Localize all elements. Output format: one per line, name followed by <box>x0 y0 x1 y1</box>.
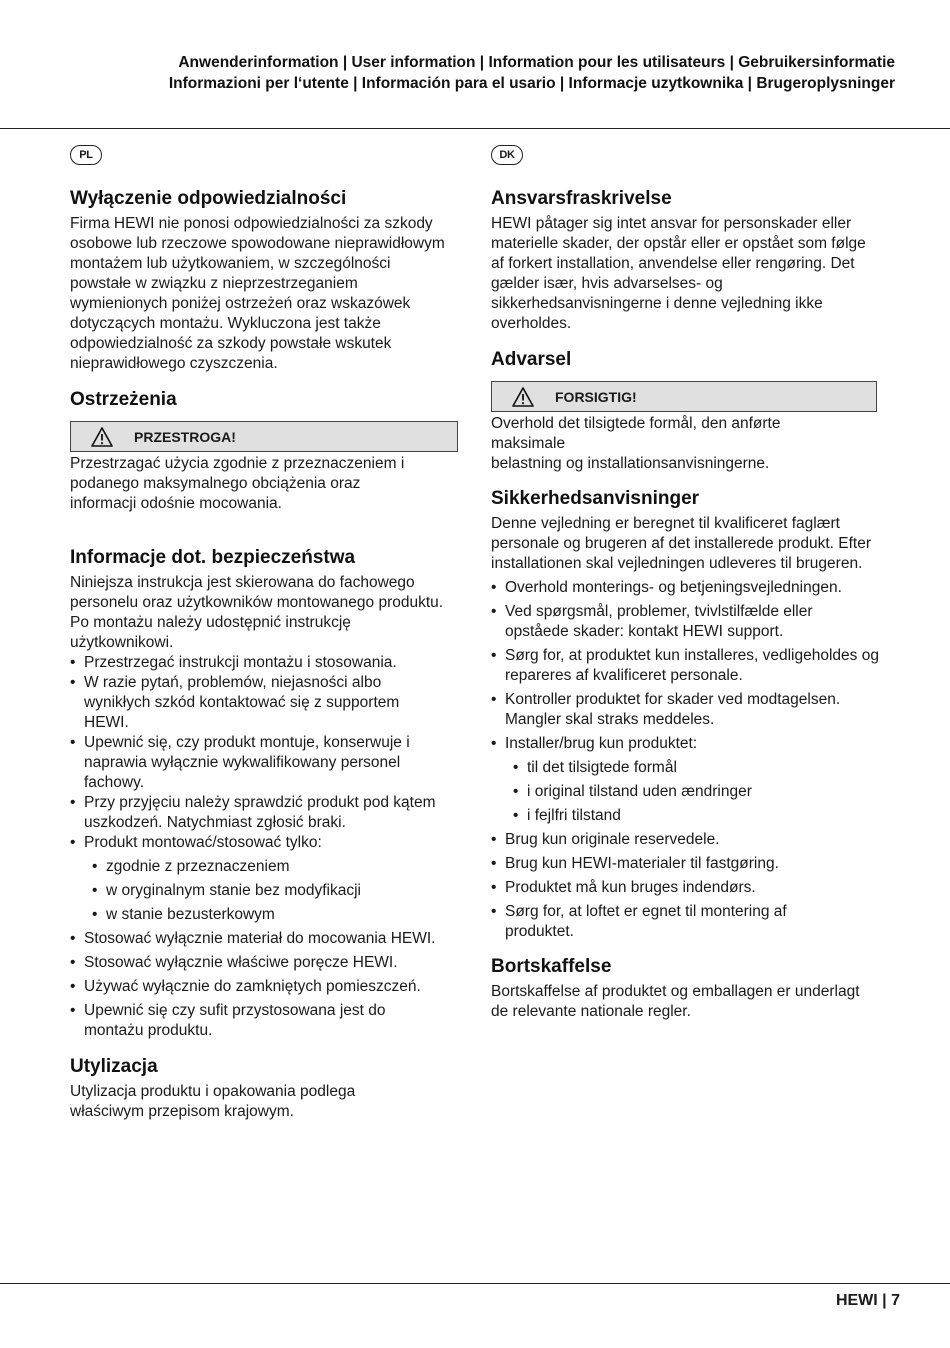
list-item: • Produktet må kun bruges indendørs. <box>491 878 881 898</box>
sub-list-item: • zgodnie z przeznaczeniem <box>70 857 458 877</box>
disposal-title-dk: Bortskaffelse <box>491 956 612 977</box>
caution-label-dk: FORSIGTIG! <box>555 388 637 405</box>
disclaimer-text-pl: Firma HEWI nie ponosi odpowiedzialności za szkody osobowe lub rzeczowe spowodowane nieprawidłowym montażem lub użytkowaniem, w szczególności powstałe w związku z nieprzestrzeganiem wymienionych poniżej ostrzeżeń oraz wskazówek dotyczących montażu. Wykluczona jest także odpowiedzialność za szkody powstałe wskutek nieprawidłowego czyszczenia. <box>70 215 445 372</box>
caution-text-dk <box>491 414 881 474</box>
list-item: • W razie pytań, problemów, niejasności albo wynikłych szkód kontaktować się z supportem HEWI. <box>70 673 458 733</box>
header-line-2: Informazioni per l‘utente | Información para el usario | Informacje uzytkownika | Brugeroplysninger <box>168 75 895 92</box>
list-item: • Stosować wyłącznie materiał do mocowania HEWI. <box>70 929 458 949</box>
warning-triangle-icon <box>91 427 113 447</box>
caution-label-pl: PRZESTROGA! <box>134 428 236 445</box>
warning-triangle-icon <box>512 387 534 407</box>
disposal-text-dk: Bortskaffelse af produktet og emballagen er underlagt de relevante nationale regler. <box>491 983 860 1020</box>
list-item: • Sørg for, at loftet er egnet til montering af produktet. <box>491 902 881 942</box>
safety-list-pl <box>70 653 458 1041</box>
column-dk <box>491 145 881 1022</box>
list-item: • Brug kun HEWI-materialer til fastgøring. <box>491 854 881 874</box>
list-item: • Produkt montować/stosować tylko: <box>70 833 458 853</box>
caution-box-pl <box>70 421 458 452</box>
disposal-text-pl: Utylizacja produktu i opakowania podlega właściwym przepisom krajowym. <box>70 1083 356 1120</box>
caution-text-dk-line-2: belastning og installationsanvisningerne. <box>491 455 770 472</box>
bottom-divider <box>0 1283 950 1284</box>
disclaimer-title-dk: Ansvarsfraskrivelse <box>491 188 672 209</box>
list-item: • Przestrzegać instrukcji montażu i stosowania. <box>70 653 458 673</box>
list-item: • Kontroller produktet for skader ved modtagelsen. Mangler skal straks meddeles. <box>491 690 881 730</box>
caution-text-dk-line-1: Overhold det tilsigtede formål, den anførte maksimale <box>491 415 781 452</box>
warnings-title-dk: Advarsel <box>491 349 572 370</box>
sub-list-item: • til det tilsigtede formål <box>491 758 881 778</box>
sub-list-item: • i original tilstand uden ændringer <box>491 782 881 802</box>
caution-box-dk <box>491 381 877 412</box>
language-badge-pl: PL <box>70 145 102 165</box>
top-divider <box>0 128 950 129</box>
sub-list-item: • i fejlfri tilstand <box>491 806 881 826</box>
disclaimer-title-pl: Wyłączenie odpowiedzialności <box>70 188 347 209</box>
safety-intro-dk: Denne vejledning er beregnet til kvalificeret faglært personale og brugeren af det installerede produkt. Efter installationen skal vejledningen udleveres til brugeren. <box>491 515 871 572</box>
page-number: HEWI | 7 <box>835 1292 900 1309</box>
header-line-1: Anwenderinformation | User information | Information pour les utilisateurs | Gebruikersinformatie <box>178 54 895 71</box>
list-item: • Brug kun originale reservedele. <box>491 830 881 850</box>
safety-intro-pl: Niniejsza instrukcja jest skierowana do fachowego personelu oraz użytkowników montowanego produktu. Po montażu należy udostępnić instrukcję użytkownikowi. <box>70 574 444 651</box>
sub-list-item: • w oryginalnym stanie bez modyfikacji <box>70 881 458 901</box>
list-item: • Sørg for, at produktet kun installeres, vedligeholdes og repareres af kvalificeret personale. <box>491 646 881 686</box>
list-item: • Installer/brug kun produktet: <box>491 734 881 754</box>
caution-text-pl: Przestrzagać użycia zgodnie z przeznaczeniem i podanego maksymalnego obciążenia oraz informacji odośnie mocowania. <box>70 455 405 512</box>
list-item: • Używać wyłącznie do zamkniętych pomieszczeń. <box>70 977 458 997</box>
disposal-title-pl: Utylizacja <box>70 1056 158 1077</box>
disclaimer-text-dk: HEWI påtager sig intet ansvar for personskader eller materielle skader, der opstår eller er opstået som følge af forkert installation, anvendelse eller rengøring. Det gælder især, hvis advarselses- og sikkerhedsanvisningerne i denne vejledning ikke overholdes. <box>491 215 866 332</box>
safety-list-dk <box>491 578 881 942</box>
safety-title-pl: Informacje dot. bezpieczeństwa <box>70 547 356 568</box>
warnings-title-pl: Ostrzeżenia <box>70 389 177 410</box>
column-pl <box>70 145 458 1122</box>
safety-title-dk: Sikkerhedsanvisninger <box>491 488 700 509</box>
list-item: • Upewnić się czy sufit przystosowana jest do montażu produktu. <box>70 1001 458 1041</box>
page-header <box>0 52 895 94</box>
sub-list-item: • w stanie bezusterkowym <box>70 905 458 925</box>
list-item: • Upewnić się, czy produkt montuje, konserwuje i naprawia wyłącznie wykwalifikowany personel fachowy. <box>70 733 458 793</box>
list-item: • Ved spørgsmål, problemer, tvivlstilfælde eller opståede skader: kontakt HEWI support. <box>491 602 881 642</box>
list-item: • Stosować wyłącznie właściwe poręcze HEWI. <box>70 953 458 973</box>
language-badge-dk: DK <box>491 145 523 165</box>
list-item: • Overhold monterings- og betjeningsvejledningen. <box>491 578 881 598</box>
list-item: • Przy przyjęciu należy sprawdzić produkt pod kątem uszkodzeń. Natychmiast zgłosić braki. <box>70 793 458 833</box>
